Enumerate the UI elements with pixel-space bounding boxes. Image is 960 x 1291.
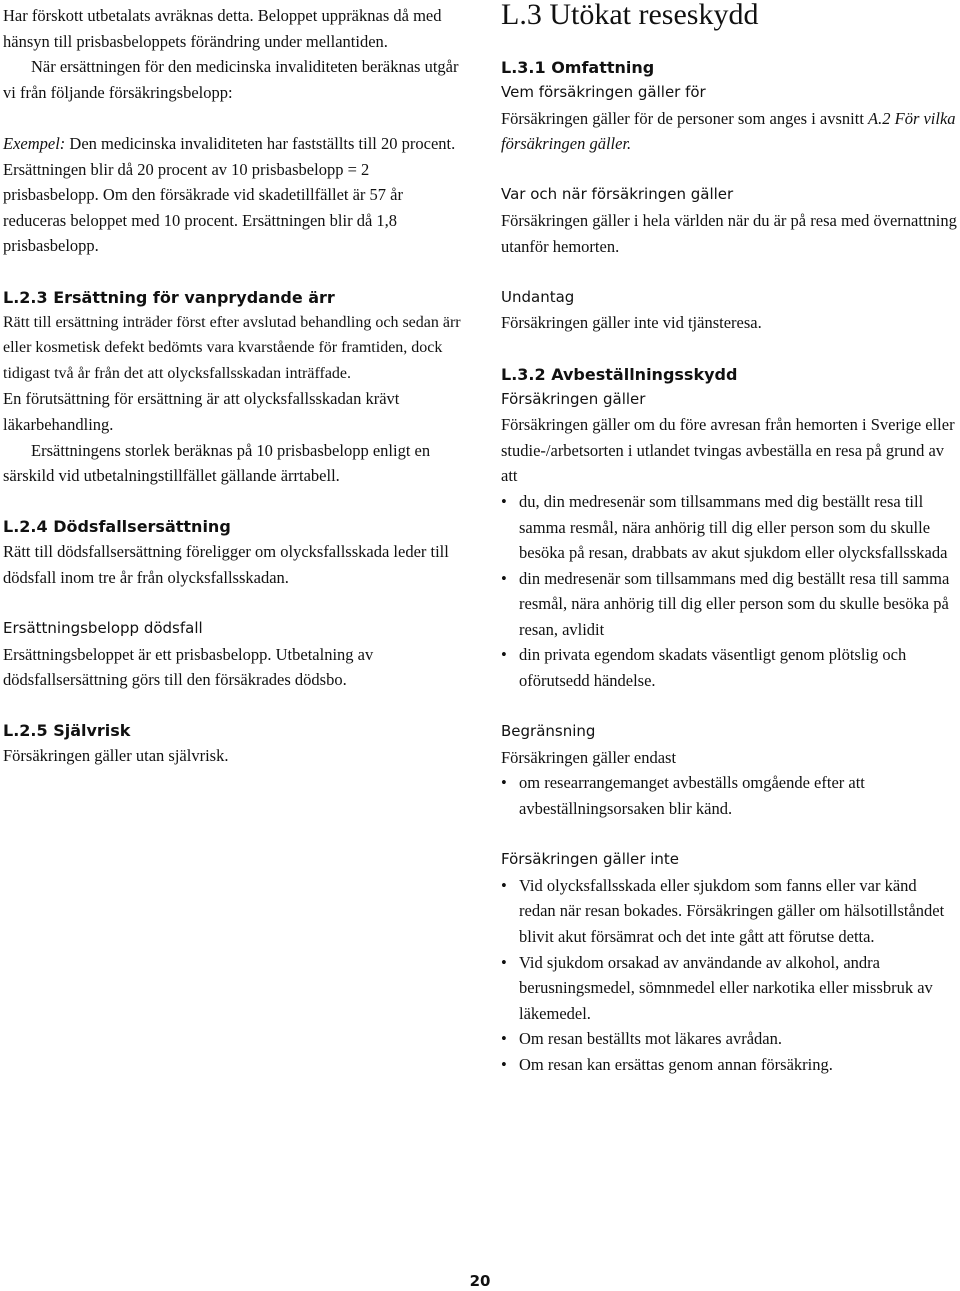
l25-paragraph-1: Försäkringen gäller utan självrisk. (3, 746, 229, 766)
example-paragraph (3, 131, 465, 259)
heading-l23: L.2.3 Ersättning för vanprydande ärr (3, 287, 335, 307)
l24-paragraph-1: Rätt till dödsfallsersättning föreligger om olycksfallsskada leder till dödsfall inom tre år från olycksfallsskadan. (3, 542, 449, 587)
list-item: • din privata egendom skadats väsentligt genom plötslig och oförutsedd händelse. (501, 642, 957, 693)
bullet-list-reasons (501, 489, 957, 694)
list-item: • Vid olycksfallsskada eller sjukdom som fanns eller var känd redan när resan bokades. Försäkringen gäller om hälsotillståndet blivit akut försämrat och det inte gått att förutse detta. (501, 873, 957, 950)
paragraph-advance-payment: Har förskott utbetalats avräknas detta. Beloppet uppräknas då med hänsyn till prisbasbeloppets förändring under mellantiden. (3, 6, 442, 51)
heading-l32: L.3.2 Avbeställningsskydd (501, 364, 738, 384)
list-item: • din medresenär som tillsammans med dig beställt resa till samma resmål, nära anhörig till dig eller person som du skulle besöka på resan, avlidit (501, 566, 957, 643)
l24-paragraph-2: Ersättningsbeloppet är ett prisbasbelopp. Utbetalning av dödsfallsersättning görs till den försäkrades dödsbo. (3, 644, 374, 690)
example-text: Den medicinska invaliditeten har fastställts till 20 procent. Ersättningen blir då 20 procent av 10 prisbasbelopp = 2 prisbasbelopp. Om den försäkrade vid skadetillfället är 57 år reduceras beloppet med 10 procent. Ersättningen blir då 1,8 prisbasbelopp. (3, 133, 456, 256)
section-reference: A.2 För vilka försäkringen gäller. (501, 108, 956, 154)
l31-paragraph-3: Försäkringen gäller inte vid tjänsteresa. (501, 313, 762, 333)
l32-paragraph-1: Försäkringen gäller om du före avresan från hemorten i Sverige eller studie-/arbetsorten i utlandet tvingas avbeställa en resa på grund av att (501, 415, 955, 486)
subheading-where-when: Var och när försäkringen gäller (501, 185, 734, 204)
section-title: L.3 Utökat reseskydd (501, 0, 759, 31)
subheading-coverage: Försäkringen gäller (501, 389, 646, 408)
paragraph-insurance-amount-intro: När ersättningen för den medicinska invaliditeten beräknas utgår vi från följande försäkringsbelopp: (3, 57, 459, 102)
list-item: • Om resan beställts mot läkares avrådan. (501, 1026, 957, 1052)
subheading-who: Vem försäkringen gäller för (501, 83, 706, 101)
bullet-list-limitation (501, 770, 957, 821)
heading-l24: L.2.4 Dödsfallsersättning (3, 517, 231, 537)
l32-paragraph-2: Försäkringen gäller endast (501, 747, 677, 767)
l31-paragraph-2: Försäkringen gäller i hela världen när du är på resa med övernattning utanför hemorten. (501, 210, 957, 256)
l23-paragraph-1: Rätt till ersättning inträder först efter avslutad behandling och sedan ärr eller kosmetisk defekt bedömts vara kvarstående för framtiden, dock tidigast två år från det att olycksfallsskadan inträffade. (3, 313, 461, 382)
subheading-death-benefit: Ersättningsbelopp dödsfall (3, 619, 203, 638)
list-item: • Om resan kan ersättas genom annan försäkring. (501, 1052, 957, 1078)
subheading-limitation: Begränsning (501, 722, 596, 741)
list-item: • om researrangemanget avbeställs omgående efter att avbeställningsorsaken blir känd. (501, 770, 957, 821)
heading-l25: L.2.5 Självrisk (3, 721, 131, 741)
list-item: • du, din medresenär som tillsammans med dig beställt resa till samma resmål, nära anhörig till dig eller person som du skulle besöka på resan, drabbats av akut sjukdom eller olycksfallsskada (501, 489, 957, 566)
left-column (3, 0, 465, 769)
l23-paragraph-2: En förutsättning för ersättning är att olycksfallsskadan krävt läkarbehandling. (3, 389, 400, 434)
subheading-exceptions: Undantag (501, 287, 575, 306)
subheading-not-covered: Försäkringen gäller inte (501, 850, 679, 869)
example-label: Exempel: (3, 133, 66, 153)
l31-paragraph-1 (501, 106, 957, 157)
right-column (501, 0, 957, 1078)
l31-paragraph-1-text: Försäkringen gäller för de personer som anges i avsnitt (501, 108, 869, 128)
list-item: • Vid sjukdom orsakad av användande av alkohol, andra berusningsmedel, sömnmedel eller narkotika eller missbruk av läkemedel. (501, 950, 957, 1027)
heading-l31: L.3.1 Omfattning (501, 58, 655, 77)
l23-paragraph-3: Ersättningens storlek beräknas på 10 prisbasbelopp enligt en särskild vid utbetalningstillfället gällande ärrtabell. (3, 440, 431, 486)
bullet-list-not-covered (501, 873, 957, 1078)
page-number: 20 (469, 1272, 491, 1290)
